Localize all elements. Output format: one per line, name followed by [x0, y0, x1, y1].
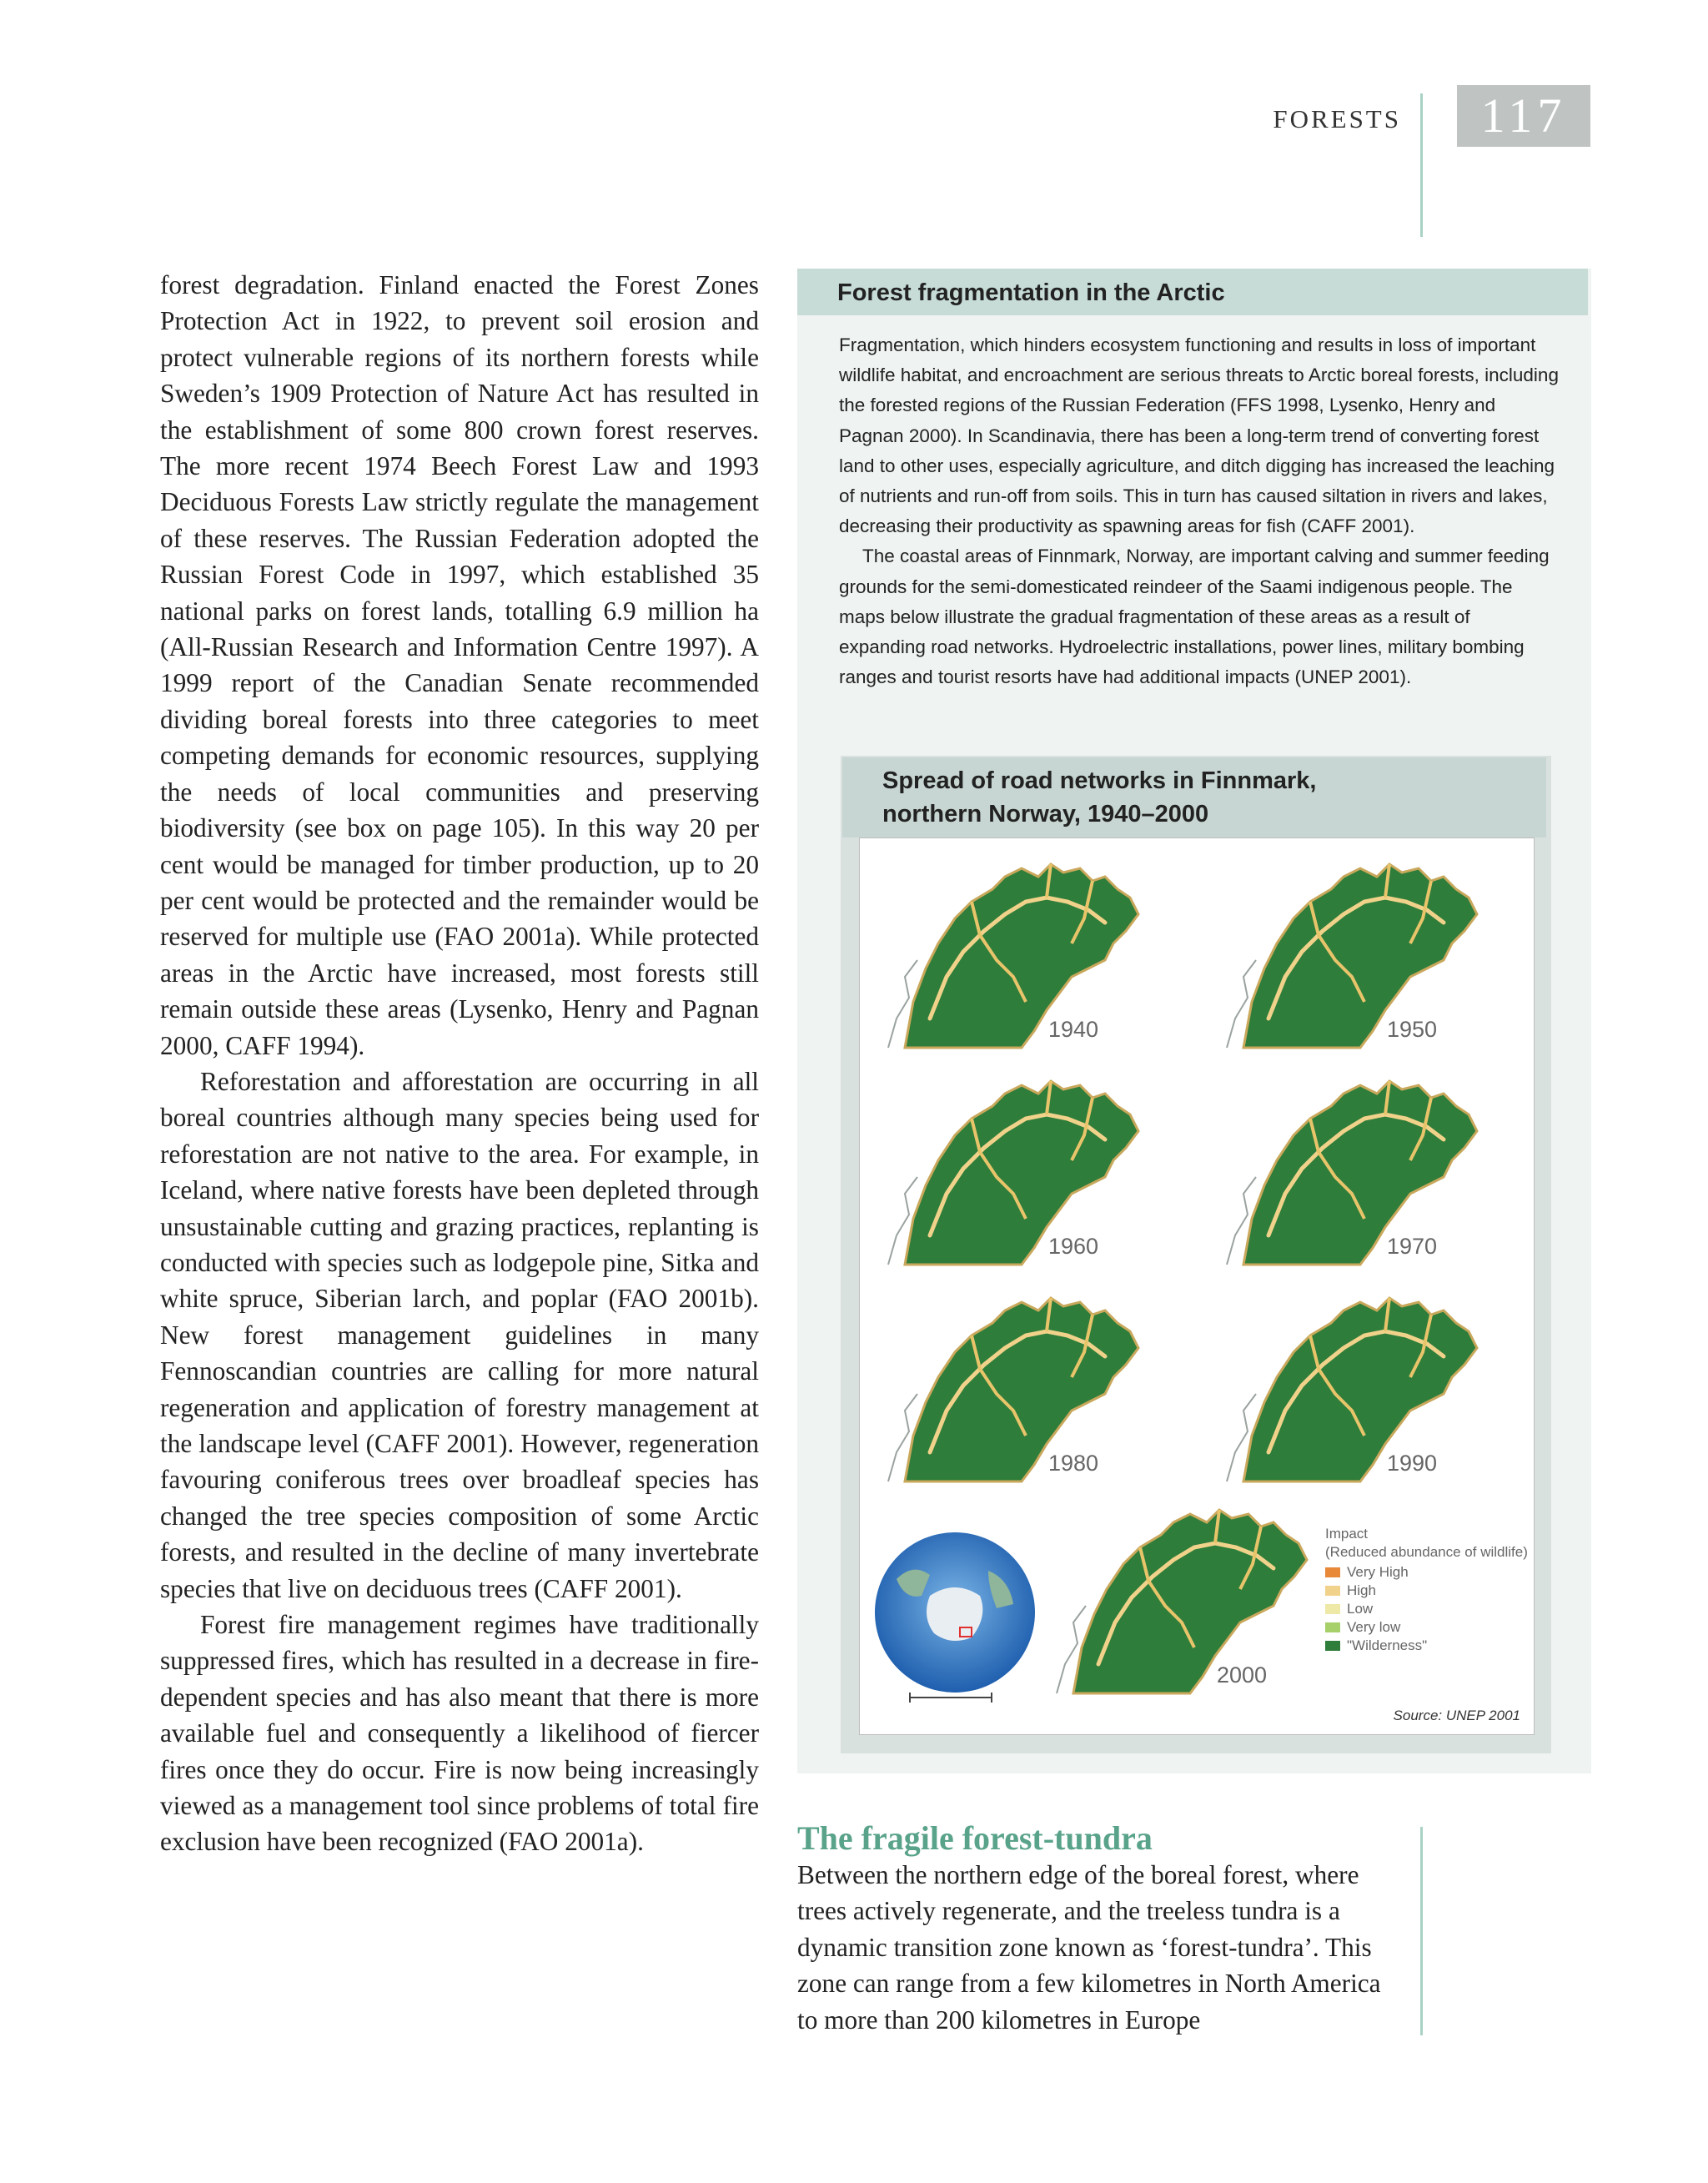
legend-swatch: [1325, 1586, 1340, 1596]
map-caption-line: Spread of road networks in Finnmark,: [882, 767, 1317, 794]
map-1990: [1218, 1285, 1494, 1486]
map-1960: [880, 1069, 1155, 1269]
section-body: Between the northern edge of the boreal forest, where trees actively regenerate, and the treeless tundra is a dynamic transition zone known as ‘forest-tundra’. This zone can range from a few kilometres in North America to more than 200 kilometres in Europe: [797, 1860, 1381, 2035]
map-figure: [859, 837, 1535, 1735]
sidebar-title: Forest fragmentation in the Arctic: [837, 279, 1225, 306]
legend-swatch: [1325, 1567, 1340, 1577]
running-head: FORESTS: [1273, 104, 1401, 133]
legend-label: Very low: [1347, 1619, 1401, 1635]
map-year-label: 1970: [1387, 1234, 1438, 1259]
section-heading: The fragile forest-tundra: [797, 1819, 1153, 1857]
map-year-label: 1940: [1048, 1017, 1099, 1042]
legend-label: High: [1347, 1582, 1376, 1598]
section-rule: [1420, 1827, 1423, 2035]
body-paragraph: Forest fire management regimes have traditionally suppressed fires, which has resulted in a decrease in fire-dependent species and has also meant that there is more available fuel and consequently a likelihood of fiercer fires once they do occur. Fire is now being increasingly viewed as a management tool since problems of total fire exclusion have been recognized (FAO 2001a).: [160, 1610, 759, 1857]
map-year-label: 2000: [1217, 1662, 1268, 1688]
sidebar-paragraph: Fragmentation, which hinders ecosystem functioning and results in loss of important wildlife habitat, and encroachment are serious threats to Arctic boreal forests, including the forested regions of the Russian Federation (FFS 1998, Lysenko, Henry and Pagnan 2000). In Scandinavia, there has been a long-term trend of converting forest land to other uses, especially agriculture, and ditch digging has increased the leaching of nutrients and run-off from soils. This in turn has caused siltation in rivers and lakes, decreasing their productivity as spawning areas for fish (CAFF 2001).: [839, 334, 1559, 537]
legend-swatch: [1325, 1641, 1340, 1651]
figure-source: Source: UNEP 2001: [1393, 1708, 1520, 1723]
scale-bar: [908, 1689, 1000, 1706]
header-rule: [1420, 93, 1423, 237]
legend-label: "Wilderness": [1347, 1637, 1428, 1653]
map-1970: [1218, 1069, 1494, 1269]
map-year-label: 1960: [1048, 1234, 1099, 1259]
map-1940: [880, 852, 1155, 1052]
globe-locator: [872, 1529, 1038, 1696]
map-1950: [1218, 852, 1494, 1052]
map-year-label: 1990: [1387, 1451, 1438, 1476]
sidebar-paragraph: The coastal areas of Finnmark, Norway, are important calving and summer feeding grounds for the semi-domesticated reindeer of the Saami indigenous people. The maps below illustrate the gradual fragmentation of these areas as a result of expanding road networks. Hydroelectric installations, power lines, military bombing ranges and tourist resorts have had additional impacts (UNEP 2001).: [839, 546, 1550, 688]
map-1980: [880, 1285, 1155, 1486]
legend-subtitle: (Reduced abundance of wildlife): [1325, 1544, 1528, 1560]
map-year-label: 1950: [1387, 1017, 1438, 1042]
page-number-box: [1457, 85, 1590, 147]
sidebar-title-band: [797, 269, 1588, 315]
map-caption-band: [842, 757, 1546, 837]
legend-label: Low: [1347, 1601, 1374, 1617]
legend-swatch: [1325, 1622, 1340, 1632]
body-paragraph: forest degradation. Finland enacted the Forest Zones Protection Act in 1922, to prevent soil erosion and protect vulnerable regions of its northern forests while Sweden’s 1909 Protection of Nature Act has resulted in the establishment of some 800 crown forest reserves. The more recent 1974 Beech Forest Law and 1993 Deciduous Forests Law strictly regulate the management of these reserves. The Russian Federation adopted the Russian Forest Code in 1997, which established 35 national parks on forest lands, totalling 6.9 million ha (All-Russian Research and Information Centre 1997). A 1999 report of the Canadian Senate recommended dividing boreal forests into three categories to meet competing demands for economic resources, supplying the needs of local communities and preserving biodiversity (see box on page 105). In this way 20 per cent would be managed for timber production, up to 20 per cent would be protected and the remainder would be reserved for multiple use (FAO 2001a). While protected areas in the Arctic have increased, most forests still remain outside these areas (Lysenko, Henry and Pagnan 2000, CAFF 1994).: [160, 270, 759, 1060]
map-caption: [882, 764, 1317, 831]
map-caption-line: northern Norway, 1940–2000: [882, 801, 1209, 827]
sidebar-box: [797, 269, 1591, 1773]
legend-title: Impact: [1325, 1526, 1369, 1542]
page-number: 117: [1480, 88, 1567, 143]
legend-swatch: [1325, 1604, 1340, 1614]
map-2000: [1048, 1497, 1324, 1698]
legend-label: Very High: [1347, 1564, 1409, 1580]
map-year-label: 1980: [1048, 1451, 1099, 1476]
body-paragraph: Reforestation and afforestation are occurring in all boreal countries although many species being used for reforestation are not native to the area. For example, in Iceland, where native forests have been depleted through unsustainable cutting and grazing practices, replanting is conducted with species such as lodgepole pine, Sitka and white spruce, Siberian larch, and poplar (FAO 2001b). New forest management guidelines in many Fennoscandian countries are calling for more natural regeneration and application of forestry management at the landscape level (CAFF 2001). However, regeneration favouring coniferous trees over broadleaf species has changed the tree species composition of some Arctic forests, and resulted in the decline of many invertebrate species that live on deciduous trees (CAFF 2001).: [160, 1066, 759, 1603]
left-column: [160, 267, 759, 1860]
sidebar-body: [839, 330, 1560, 692]
